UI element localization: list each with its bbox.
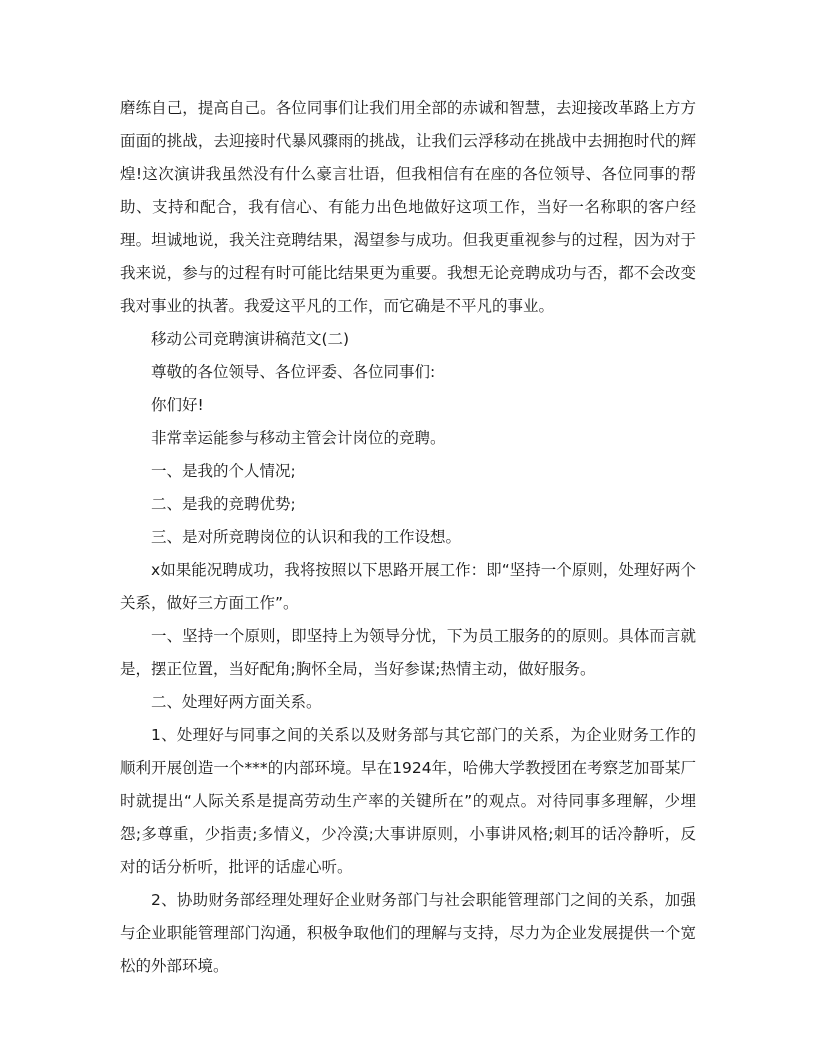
section-title: 移动公司竞聘演讲稿范文(二) <box>151 330 350 348</box>
paragraph: 二、处理好两方面关系。 <box>151 693 322 711</box>
list-item: 一、是我的个人情况; <box>151 462 296 480</box>
list-item: 三、是对所竞聘岗位的认识和我的工作设想。 <box>151 528 462 546</box>
paragraph: 非常幸运能参与移动主管会计岗位的竞聘。 <box>151 429 446 447</box>
greeting: 你们好! <box>151 396 204 414</box>
paragraph: 1、处理好与同事之间的关系以及财务部与其它部门的关系，为企业财务工作的顺利开展创造一个***的内部环境。早在1924年，哈佛大学教授团在考察芝加哥某厂时就提出“人际关系是提高劳动生产率的关键所在”的观点。对待同事多理解，少埋怨;多尊重，少指责;多情义，少冷漠;大事讲原则，小事讲风格;刺耳的话冷静听，反对的话分析听，批评的话虚心听。 <box>120 726 696 876</box>
paragraph-continuation: 磨练自己，提高自己。各位同事们让我们用全部的赤诚和智慧，去迎接改革路上方方面面的挑战，去迎接时代暴风骤雨的挑战，让我们云浮移动在挑战中去拥抱时代的辉煌!这次演讲我虽然没有什么豪言壮语，但我相信有在座的各位领导、各位同事的帮助、支持和配合，我有信心、有能力出色地做好这项工作，当好一名称职的客户经理。坦诚地说，我关注竞聘结果，渴望参与成功。但我更重视参与的过程，因为对于我来说，参与的过程有时可能比结果更为重要。我想无论竞聘成功与否，都不会改变我对事业的执著。我爱这平凡的工作，而它确是不平凡的事业。 <box>120 99 696 315</box>
paragraph: x如果能况聘成功，我将按照以下思路开展工作：即“坚持一个原则，处理好两个关系，做好三方面工作”。 <box>120 561 696 612</box>
paragraph: 一、坚持一个原则，即坚持上为领导分忧，下为员工服务的的原则。具体而言就是，摆正位置，当好配角;胸怀全局，当好参谋;热情主动，做好服务。 <box>120 627 696 678</box>
list-item: 二、是我的竞聘优势; <box>151 495 296 513</box>
document-body <box>120 92 696 983</box>
salutation: 尊敬的各位领导、各位评委、各位同事们: <box>151 363 436 381</box>
paragraph: 2、协助财务部经理处理好企业财务部门与社会职能管理部门之间的关系，加强与企业职能管理部门沟通，积极争取他们的理解与支持，尽力为企业发展提供一个宽松的外部环境。 <box>120 891 696 975</box>
